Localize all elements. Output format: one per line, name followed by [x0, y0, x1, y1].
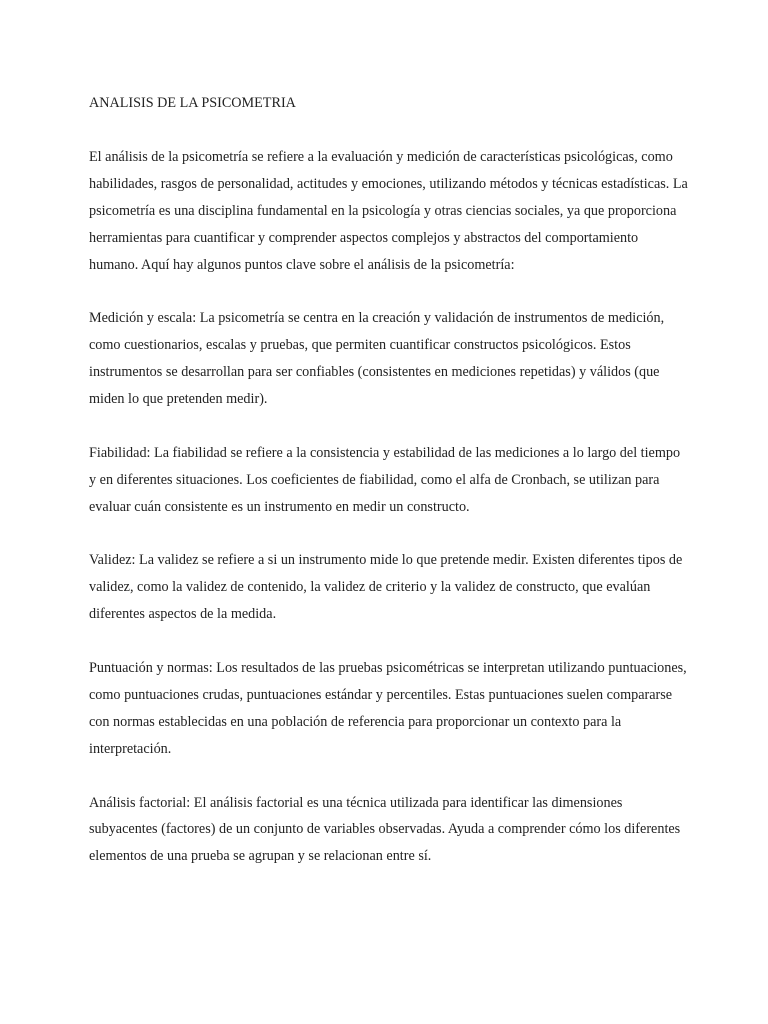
paragraph-puntuacion-normas: Puntuación y normas: Los resultados de las pruebas psicométricas se interpretan utilizando puntuaciones, como puntuaciones crudas, puntuaciones estándar y percentiles. Estas puntuaciones suelen compararse con normas establecidas en una población de referencia para proporcionar un contexto para la interpretación.	[89, 660, 687, 757]
paragraph-fiabilidad: Fiabilidad: La fiabilidad se refiere a la consistencia y estabilidad de las mediciones a lo largo del tiempo y en diferentes situaciones. Los coeficientes de fiabilidad, como el alfa de Cronbach, se utilizan para evaluar cuán consistente es un instrumento en medir un constructo.	[89, 444, 681, 515]
document-body	[89, 90, 689, 897]
paragraph-analisis-factorial: Análisis factorial: El análisis factorial es una técnica utilizada para identificar las dimensiones subyacentes (factores) de un conjunto de variables observadas. Ayuda a comprender cómo los diferentes elementos de una prueba se agrupan y se relacionan entre sí.	[89, 794, 681, 865]
paragraph-intro: El análisis de la psicometría se refiere a la evaluación y medición de características psicológicas, como habilidades, rasgos de personalidad, actitudes y emociones, utilizando métodos y técnicas estadísticas. La psicometría es una disciplina fundamental en la psicología y otras ciencias sociales, ya que proporciona herramientas para cuantificar y comprender aspectos complejos y abstractos del comportamiento humano. Aquí hay algunos puntos clave sobre el análisis de la psicometría:	[89, 148, 688, 273]
document-title: ANALISIS DE LA PSICOMETRIA	[89, 95, 296, 111]
paragraph-medicion-escala: Medición y escala: La psicometría se centra en la creación y validación de instrumentos de medición, como cuestionarios, escalas y pruebas, que permiten cuantificar constructos psicológicos. Estos instrumentos se desarrollan para ser confiables (consistentes en mediciones repetidas) y válidos (que miden lo que pretenden medir).	[89, 310, 665, 408]
paragraph-validez: Validez: La validez se refiere a si un instrumento mide lo que pretende medir. Existen diferentes tipos de validez, como la validez de contenido, la validez de criterio y la validez de constructo, que evalúan diferentes aspectos de la medida.	[89, 552, 683, 623]
